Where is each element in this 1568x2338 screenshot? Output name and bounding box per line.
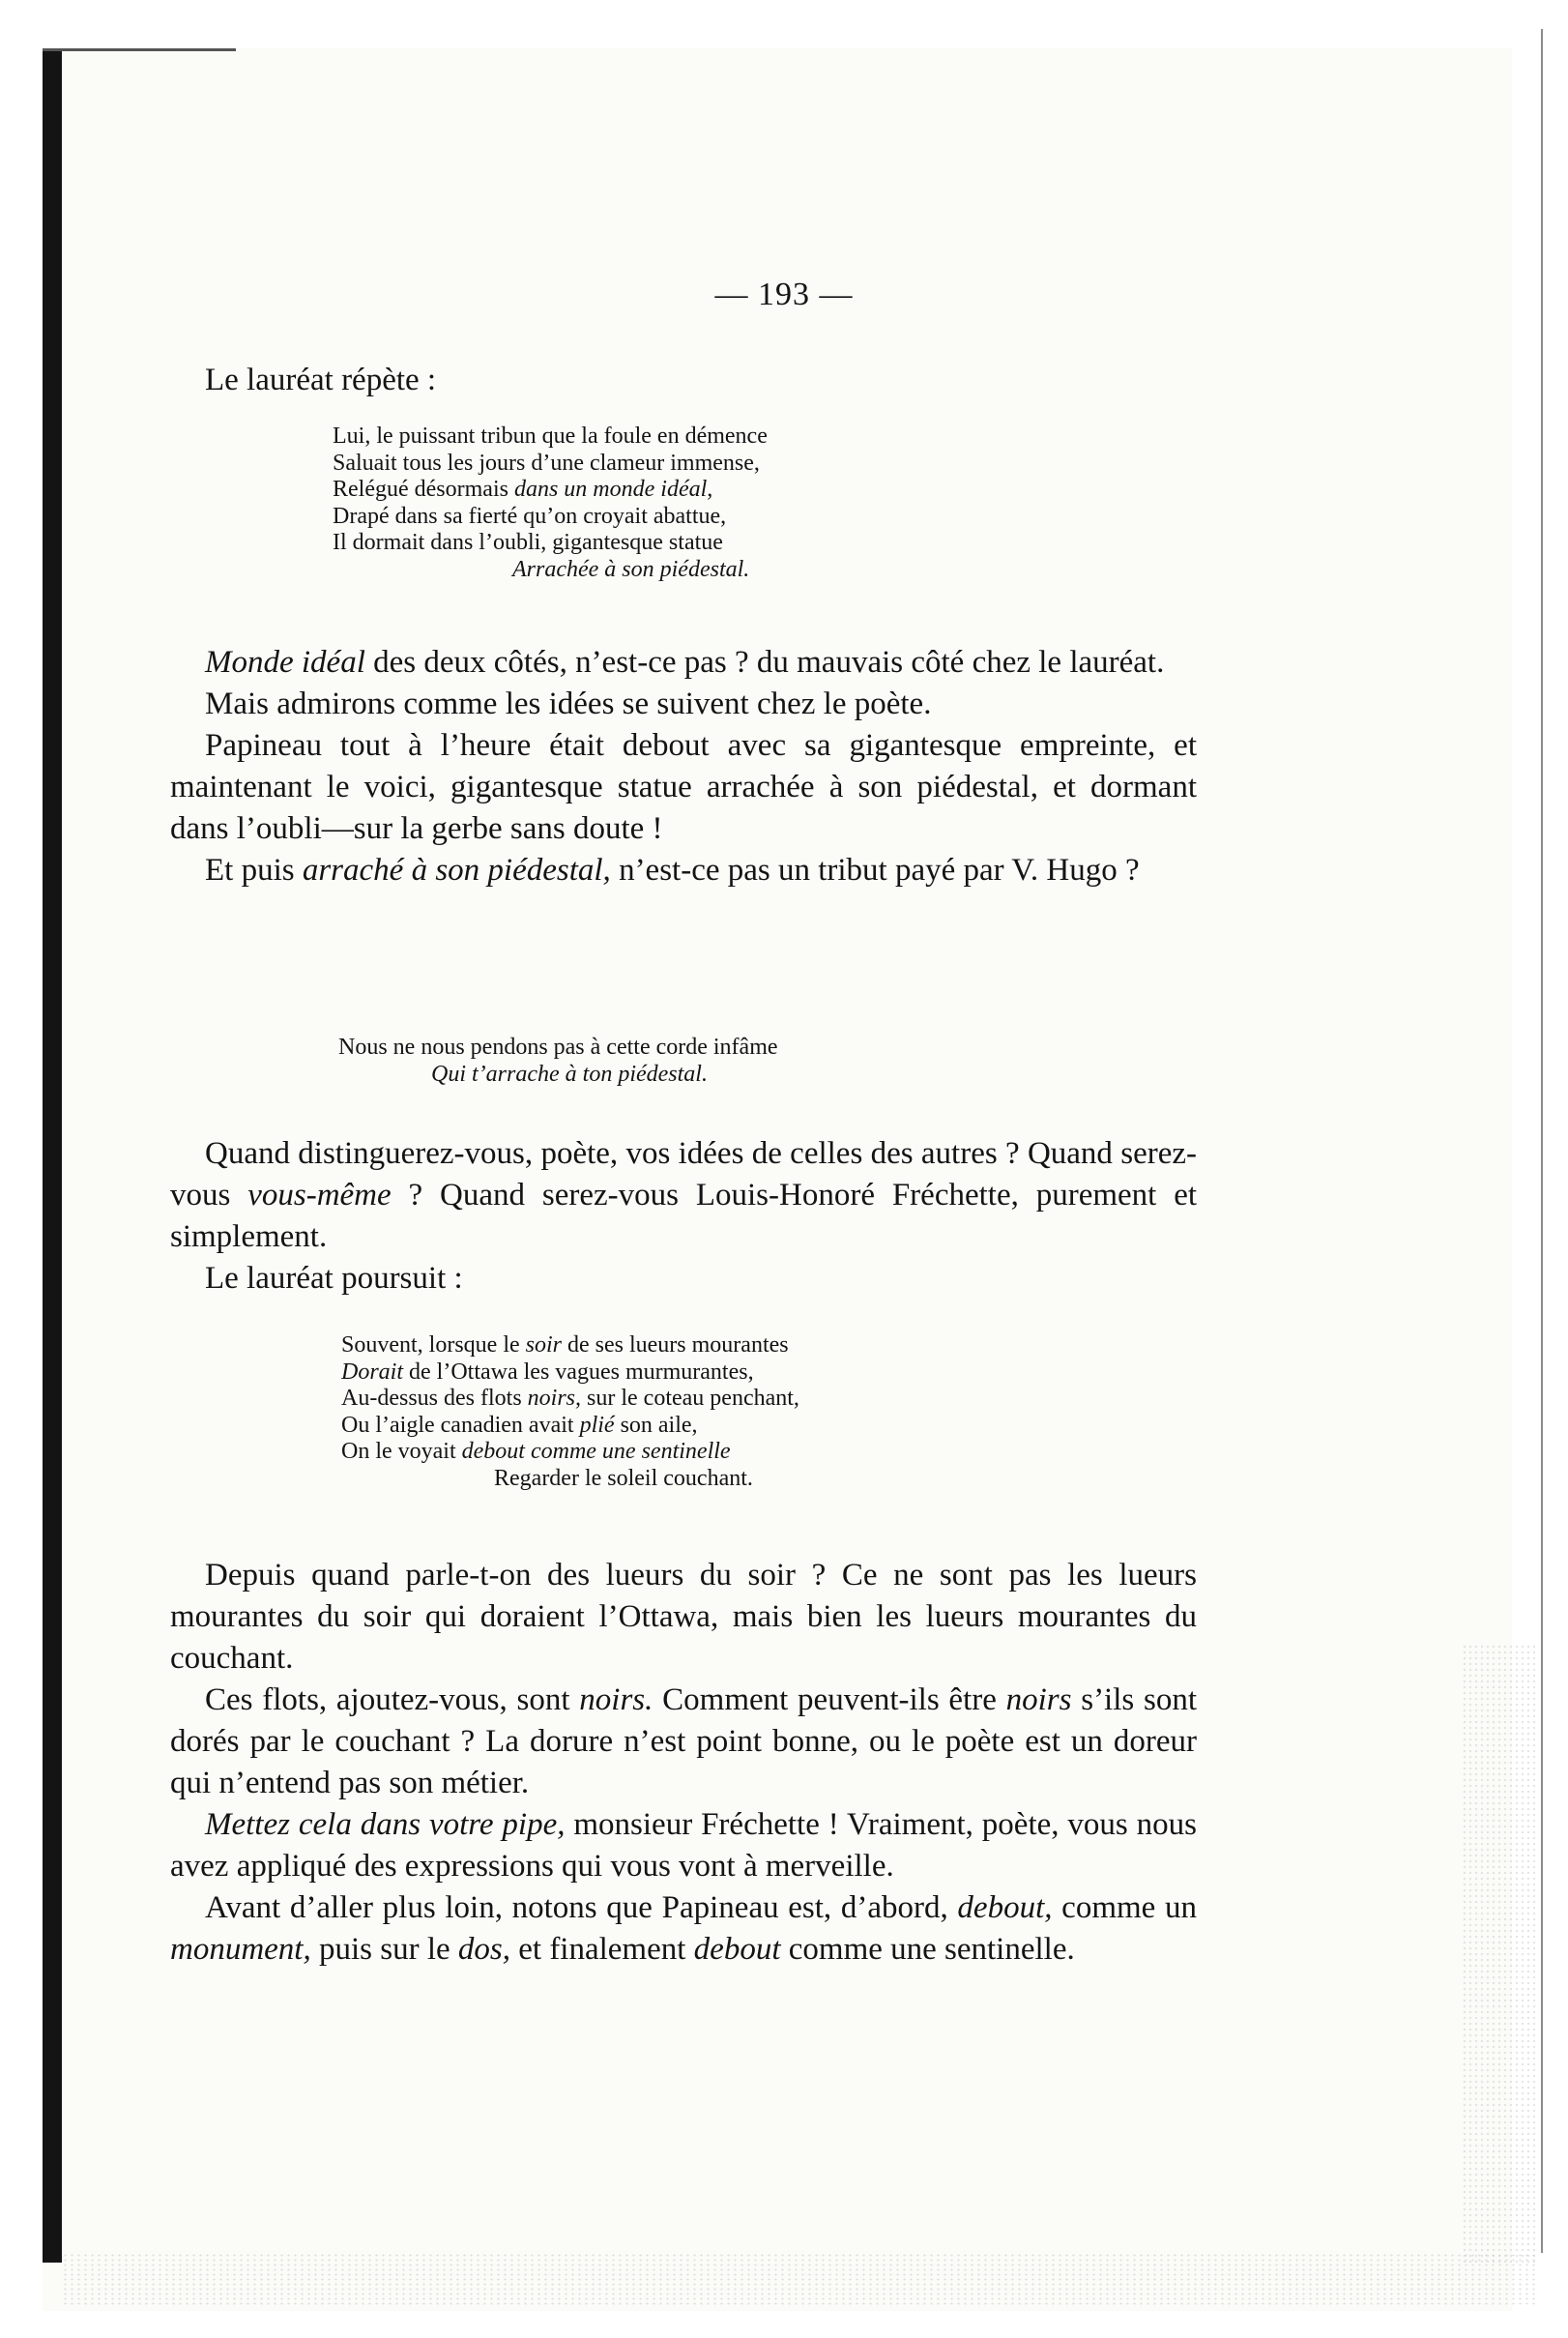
verse-italic: debout comme une sentinelle — [461, 1439, 731, 1464]
italic-phrase: noirs. — [579, 1682, 653, 1717]
paragraph-text: s’ils sont dorés par le couchant ? La dorure n’est point bonne, ou le poète est un doreur qui n’entend pas son métier. — [170, 1682, 1197, 1800]
verse-line — [341, 1386, 799, 1413]
verse-fragment: On le voyait — [341, 1439, 462, 1464]
verse-line: Lui, le puissant tribun que la foule en démence — [333, 424, 768, 449]
intro-text: Le lauréat répète : — [205, 363, 437, 397]
italic-phrase: debout, — [957, 1890, 1053, 1925]
paragraph: Depuis quand parle-t-on des lueurs du soir ? Ce ne sont pas les lueurs mourantes du soir qui doraient l’Ottawa, mais bien les lueurs mourantes du couchant. — [170, 1558, 1197, 1676]
paragraph-text: puis sur le — [310, 1932, 458, 1967]
paragraph — [170, 1133, 1197, 1258]
verse-line — [341, 1413, 799, 1440]
paragraph-text: Et puis — [205, 853, 303, 888]
paragraph-text: Comment peuvent-ils être — [653, 1682, 1006, 1717]
italic-phrase: dos, — [457, 1932, 510, 1967]
verse-line: Il dormait dans l’oubli, gigantesque statue — [333, 530, 723, 555]
paragraph-text: comme une sentinelle. — [780, 1932, 1075, 1967]
verse-italic: soir — [525, 1332, 562, 1358]
paragraph-text: Ces flots, ajoutez-vous, sont — [205, 1682, 580, 1717]
verse-fragment: Souvent, lorsque le — [341, 1332, 526, 1358]
italic-phrase: monument, — [170, 1932, 311, 1967]
verse-block-3 — [341, 1332, 799, 1492]
paragraph: Mais admirons comme les idées se suivent chez le poète. — [205, 687, 932, 721]
scan-noise-side — [1462, 1644, 1539, 2263]
verse-line: Qui t’arrache à ton piédestal. — [431, 1061, 708, 1087]
verse-line — [341, 1439, 799, 1466]
paragraph — [170, 850, 1197, 891]
verse-line: Drapé dans sa fierté qu’on croyait abattue, — [333, 503, 727, 529]
body-text-2 — [170, 1133, 1197, 1300]
italic-phrase: Monde idéal — [205, 645, 365, 680]
verse-line: Regarder le soleil couchant. — [494, 1465, 753, 1491]
verse-line — [341, 1359, 799, 1387]
verse-block-1 — [333, 424, 768, 583]
verse-italic: noirs, — [527, 1386, 582, 1411]
binding-edge — [43, 48, 62, 2263]
verse-fragment: de l’Ottawa les vagues murmurantes, — [403, 1359, 754, 1385]
verse-italic: Dorait — [341, 1359, 404, 1385]
verse-fragment: sur le coteau penchant, — [581, 1386, 799, 1411]
paragraph-text: des deux côtés, n’est-ce pas ? du mauvais côté chez le lauréat. — [364, 645, 1165, 680]
verse-fragment: Ou l’aigle canadien avait — [341, 1412, 580, 1438]
intro-line — [170, 360, 1197, 401]
paragraph — [170, 642, 1197, 684]
paragraph-text: comme un — [1052, 1890, 1197, 1925]
verse-fragment: de ses lueurs mourantes — [562, 1332, 789, 1358]
page-number: — 193 — — [714, 277, 854, 312]
paragraph-text: n’est-ce pas un tribut payé par V. Hugo ? — [610, 853, 1140, 888]
verse-line — [341, 1332, 799, 1359]
verse-fragment: Relégué désormais — [333, 477, 514, 502]
paragraph: Papineau tout à l’heure était debout avec sa gigantesque empreinte, et maintenant le voici, gigantesque statue arrachée à son piédestal, et dormant dans l’oubli—sur la gerbe sans doute ! — [170, 728, 1197, 846]
paragraph — [170, 1680, 1197, 1804]
paragraph — [170, 1887, 1197, 1971]
paragraph-text: ? Quand serez-vous Louis-Honoré Fréchette, purement et simplement. — [170, 1178, 1198, 1254]
verse-fragment: Au-dessus des flots — [341, 1386, 528, 1411]
italic-phrase: Mettez cela dans votre pipe, — [205, 1807, 566, 1842]
verse-fragment: son aile, — [614, 1412, 698, 1438]
scan-noise — [62, 2253, 1539, 2306]
verse-italic: plié — [579, 1412, 615, 1438]
verse-block-2 — [338, 1035, 778, 1088]
verse-italic: dans un monde idéal, — [513, 477, 713, 502]
page-right-edge — [1541, 29, 1543, 2253]
verse-line — [333, 477, 768, 504]
verse-line: Arrachée à son piédestal. — [512, 556, 750, 582]
paragraph-text: monsieur Fréchette ! Vraiment, poète, vous nous avez appliqué des expressions qui vous vont à merveille. — [170, 1807, 1197, 1884]
italic-phrase: vous-même — [247, 1178, 392, 1213]
italic-phrase: debout — [693, 1932, 781, 1967]
italic-phrase: noirs — [1005, 1682, 1072, 1717]
paragraph — [170, 1804, 1197, 1887]
paragraph: Le lauréat poursuit : — [205, 1261, 463, 1296]
paragraph-text: Quand distinguerez-vous, poète, vos idées de celles des autres ? Quand serez-vous — [170, 1136, 1197, 1213]
body-text-1 — [170, 642, 1197, 891]
body-text-3 — [170, 1555, 1197, 1971]
verse-line: Saluait tous les jours d’une clameur immense, — [333, 450, 760, 476]
italic-phrase: arraché à son piédestal, — [302, 853, 611, 888]
paragraph-text: Avant d’aller plus loin, notons que Papineau est, d’abord, — [205, 1890, 958, 1925]
paragraph-text: et finalement — [510, 1932, 694, 1967]
page-top-edge — [43, 48, 236, 51]
verse-line: Nous ne nous pendons pas à cette corde infâme — [338, 1035, 778, 1060]
